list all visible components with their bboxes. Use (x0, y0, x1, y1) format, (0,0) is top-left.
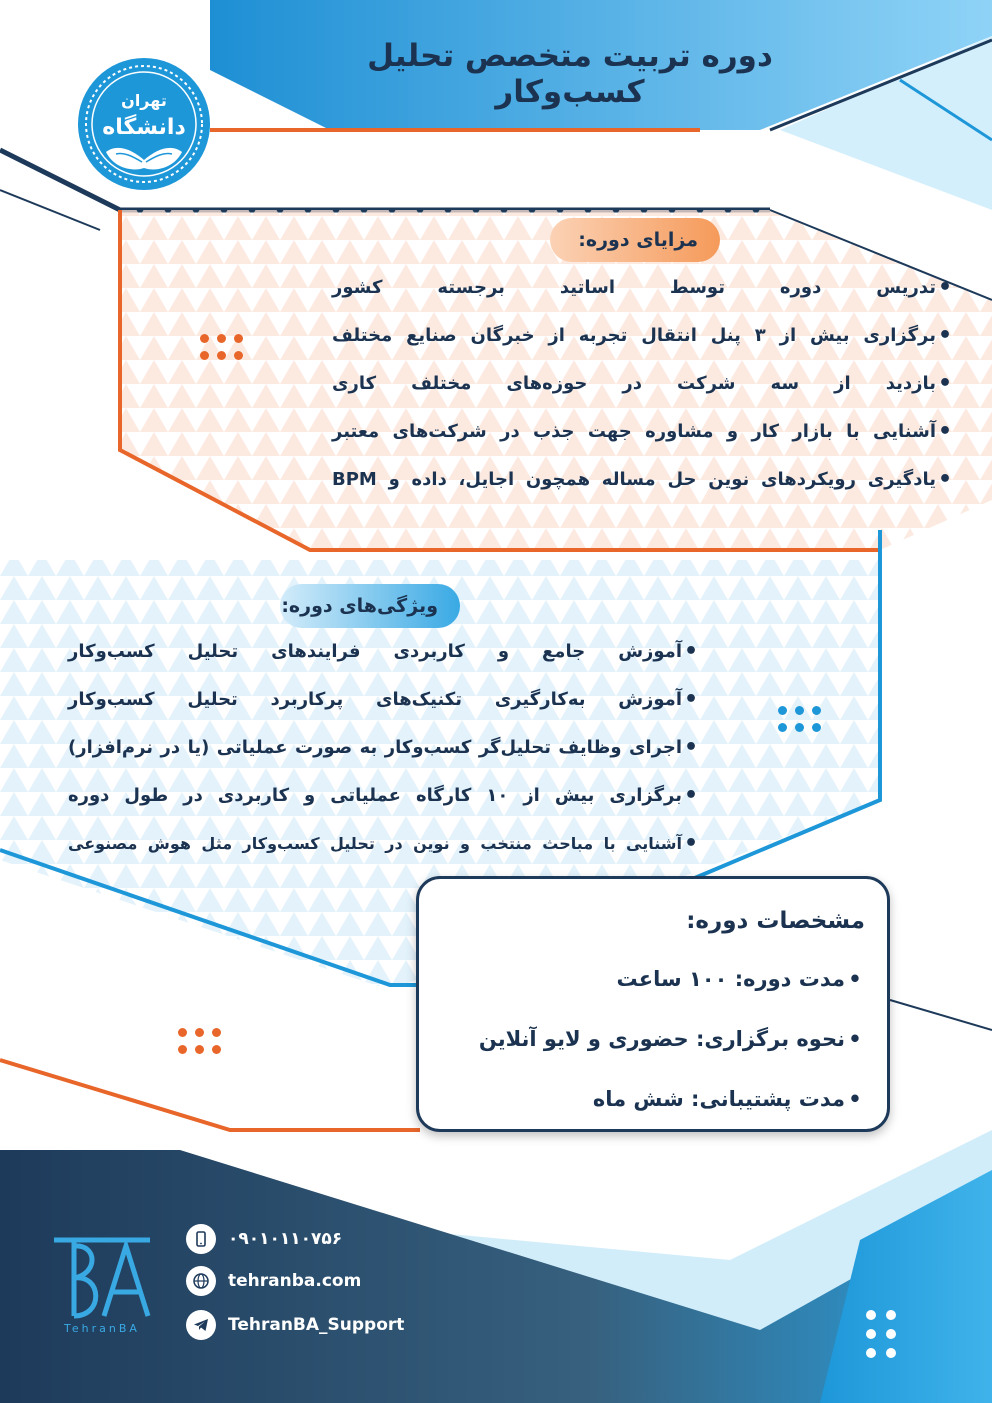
bullet-icon: • (683, 735, 699, 760)
advantage-text: بازدید از سه شرکت در حوزه‌های مختلف کاری (332, 373, 936, 394)
bullet-icon: • (683, 831, 699, 856)
contact-phone[interactable] (186, 1224, 342, 1254)
specs-navy-line (890, 1000, 992, 1030)
list-item (68, 676, 700, 724)
list-item (68, 724, 700, 772)
list-item (332, 408, 954, 456)
contact-website[interactable] (186, 1266, 361, 1296)
decorative-dots-icon (178, 1028, 221, 1054)
bullet-icon: • (937, 467, 953, 492)
bullet-icon: • (683, 639, 699, 664)
list-item (332, 456, 954, 504)
bullet-icon: • (937, 371, 953, 396)
specs-card (416, 876, 890, 1132)
list-item (441, 949, 865, 1009)
spec-text: مدت پشتیبانی: شش ماه (592, 1087, 845, 1111)
bullet-icon: • (937, 323, 953, 348)
logo-text-main: دانشگاه (102, 115, 186, 140)
decorative-dots-icon (778, 706, 821, 732)
features-heading: ویژگی‌های دوره: (280, 584, 460, 628)
brand-name: TehranBA (64, 1322, 140, 1335)
list-item (332, 264, 954, 312)
list-item (68, 628, 700, 676)
globe-icon (186, 1266, 216, 1296)
bullet-icon: • (848, 1087, 862, 1111)
decorative-dots-icon (200, 334, 243, 360)
phone-icon (186, 1224, 216, 1254)
decorative-dots-icon (866, 1310, 896, 1358)
list-item (68, 820, 700, 868)
bullet-icon: • (848, 1027, 862, 1051)
feature-text: آموزش به‌کارگیری تکنیک‌های پرکاربرد تحلیل کسب‌وکار (68, 689, 682, 710)
logo-text-top: تهران (121, 91, 167, 110)
advantage-text: برگزاری بیش از ۳ پنل انتقال تجربه از خبرگان صنایع مختلف (332, 325, 936, 346)
advantages-list (332, 264, 954, 504)
spec-text: مدت دوره: ۱۰۰ ساعت (616, 967, 845, 991)
advantage-text: آشنایی با بازار کار و مشاوره جهت جذب در شرکت‌های معتبر (332, 421, 936, 442)
feature-text: آشنایی با مباحث منتخب و نوین در تحلیل کسب‌وکار مثل هوش مصنوعی (68, 834, 682, 853)
website-link[interactable]: tehranba.com (228, 1271, 362, 1291)
bullet-icon: • (937, 275, 953, 300)
feature-text: آموزش جامع و کاربردی فرایندهای تحلیل کسب‌وکار (68, 641, 682, 662)
bullet-icon: • (683, 687, 699, 712)
features-list (68, 628, 700, 868)
list-item (441, 1069, 865, 1129)
telegram-icon (186, 1310, 216, 1340)
advantages-heading: مزایای دوره: (550, 218, 720, 262)
contact-telegram[interactable] (186, 1310, 404, 1340)
university-seal-icon (76, 56, 212, 192)
list-item (441, 1009, 865, 1069)
spec-text: نحوه برگزاری: حضوری و لایو آنلاین (478, 1027, 845, 1051)
bullet-icon: • (848, 967, 862, 991)
list-item (332, 312, 954, 360)
bullet-icon: • (937, 419, 953, 444)
telegram-handle[interactable]: TehranBA_Support (228, 1315, 405, 1335)
top-left-thin-line (0, 190, 100, 230)
specs-orange-line (0, 1060, 420, 1130)
feature-text: برگزاری بیش از ۱۰ کارگاه عملیاتی و کاربردی در طول دوره (68, 785, 682, 806)
list-item (332, 360, 954, 408)
feature-text: اجرای وظایف تحلیل‌گر کسب‌وکار به صورت عملیاتی (یا در نرم‌افزار) (68, 737, 682, 758)
page-title: دوره تربیت متخصص تحلیل کسب‌وکار (367, 38, 773, 110)
bullet-icon: • (683, 783, 699, 808)
advantage-text: یادگیری رویکردهای نوین حل مساله همچون اجایل، داده و BPM (332, 469, 936, 490)
specs-list (441, 949, 865, 1129)
list-item (68, 772, 700, 820)
specs-heading: مشخصات دوره: (686, 908, 865, 934)
phone-number: ۰۹۰۱۰۱۱۰۷۵۶ (228, 1229, 343, 1249)
advantage-text: تدریس دوره توسط اساتید برجسته کشور (332, 277, 936, 298)
